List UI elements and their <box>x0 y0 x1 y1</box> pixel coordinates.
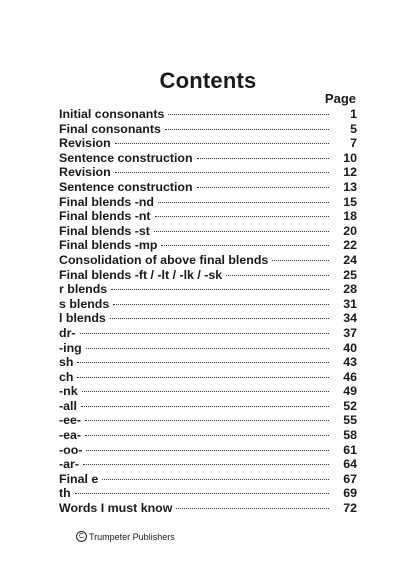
dot-leader <box>110 318 329 319</box>
publisher-name: Trumpeter Publishers <box>89 531 175 542</box>
entry-page-number: 15 <box>343 194 357 209</box>
entry-title: ch <box>59 369 74 384</box>
dot-leader <box>115 143 329 144</box>
contents-entry <box>59 209 357 224</box>
contents-list <box>59 107 357 516</box>
entry-page-number: 12 <box>343 165 357 180</box>
entry-title: -oo- <box>59 442 83 457</box>
entry-page-number: 31 <box>343 296 357 311</box>
contents-entry <box>59 151 357 166</box>
dot-leader <box>161 245 329 246</box>
entry-page-number: 18 <box>343 209 357 224</box>
copyright-icon: C <box>76 531 87 542</box>
dot-leader <box>197 187 329 188</box>
entry-page-number: 34 <box>343 311 357 326</box>
dot-leader <box>75 493 329 494</box>
entry-title: th <box>59 486 71 501</box>
entry-page-number: 1 <box>350 107 357 121</box>
contents-entry <box>59 370 357 385</box>
contents-entry <box>59 501 357 516</box>
dot-leader <box>115 172 329 173</box>
entry-title: -ee- <box>59 413 82 428</box>
dot-leader <box>86 450 329 451</box>
entry-title: -all <box>59 398 77 413</box>
dot-leader <box>81 406 329 407</box>
dot-leader <box>77 362 329 363</box>
dot-leader <box>226 275 329 276</box>
contents-entry <box>59 238 357 253</box>
contents-entry <box>59 136 357 151</box>
contents-entry <box>59 457 357 472</box>
contents-entry <box>59 326 357 341</box>
contents-entry <box>59 428 357 443</box>
entry-page-number: 72 <box>343 501 357 516</box>
entry-title: Initial consonants <box>59 107 165 121</box>
contents-entry <box>59 224 357 239</box>
entry-title: Final blends -nt <box>59 209 151 224</box>
dot-leader <box>197 158 329 159</box>
entry-title: s blends <box>59 296 110 311</box>
entry-title: sh <box>59 355 74 370</box>
dot-leader <box>86 348 329 349</box>
entry-page-number: 69 <box>343 486 357 501</box>
entry-page-number: 64 <box>343 457 357 472</box>
entry-title: Final blends -ft / -lt / -lk / -sk <box>59 267 223 282</box>
contents-entry <box>59 297 357 312</box>
contents-entry <box>59 399 357 414</box>
page-column-heading: Page <box>324 91 356 106</box>
contents-entry <box>59 486 357 501</box>
dot-leader <box>102 479 329 480</box>
dot-leader <box>77 377 329 378</box>
entry-page-number: 61 <box>343 442 357 457</box>
entry-title: -ea- <box>59 428 82 443</box>
entry-title: Final consonants <box>59 121 161 136</box>
entry-title: Sentence construction <box>59 150 193 165</box>
contents-entry <box>59 122 357 137</box>
entry-title: r blends <box>59 282 108 297</box>
entry-page-number: 67 <box>343 471 357 486</box>
dot-leader <box>168 114 329 115</box>
dot-leader <box>176 508 329 509</box>
contents-entry <box>59 472 357 487</box>
entry-page-number: 40 <box>343 340 357 355</box>
entry-page-number: 13 <box>343 179 357 194</box>
entry-page-number: 46 <box>343 369 357 384</box>
contents-entry <box>59 180 357 195</box>
entry-title: Words I must know <box>59 501 173 516</box>
contents-entry <box>59 443 357 458</box>
entry-title: Final blends -nd <box>59 194 154 209</box>
entry-title: l blends <box>59 311 106 326</box>
contents-entry <box>59 311 357 326</box>
entry-page-number: 20 <box>343 223 357 238</box>
dot-leader <box>82 391 329 392</box>
entry-page-number: 37 <box>343 325 357 340</box>
entry-title: Revision <box>59 165 111 180</box>
entry-page-number: 28 <box>343 282 357 297</box>
entry-page-number: 5 <box>350 121 357 136</box>
dot-leader <box>158 202 329 203</box>
dot-leader <box>80 333 329 334</box>
entry-title: dr- <box>59 325 76 340</box>
dot-leader <box>85 435 329 436</box>
page-title: Contents <box>159 68 257 93</box>
dot-leader <box>154 231 329 232</box>
entry-page-number: 58 <box>343 428 357 443</box>
dot-leader <box>85 420 329 421</box>
entry-title: Final blends -st <box>59 223 150 238</box>
dot-leader <box>272 260 329 261</box>
contents-entry <box>59 253 357 268</box>
entry-title: Consolidation of above final blends <box>59 252 269 267</box>
dot-leader <box>83 464 329 465</box>
entry-page-number: 43 <box>343 355 357 370</box>
contents-entry <box>59 107 357 122</box>
contents-entry <box>59 341 357 356</box>
entry-page-number: 24 <box>343 252 357 267</box>
contents-entry <box>59 165 357 180</box>
entry-title: -ing <box>59 340 82 355</box>
contents-entry <box>59 355 357 370</box>
entry-title: -nk <box>59 384 78 399</box>
entry-title: Sentence construction <box>59 179 193 194</box>
contents-entry <box>59 282 357 297</box>
entry-title: -ar- <box>59 457 79 472</box>
entry-page-number: 55 <box>343 413 357 428</box>
dot-leader <box>165 129 329 130</box>
entry-title: Revision <box>59 136 111 151</box>
entry-page-number: 7 <box>350 136 357 151</box>
entry-title: Final blends -mp <box>59 238 158 253</box>
entry-title: Final e <box>59 471 99 486</box>
contents-entry <box>59 384 357 399</box>
contents-entry <box>59 268 357 283</box>
contents-entry <box>59 195 357 210</box>
contents-entry <box>59 413 357 428</box>
entry-page-number: 10 <box>343 150 357 165</box>
entry-page-number: 25 <box>343 267 357 282</box>
dot-leader <box>155 216 329 217</box>
entry-page-number: 52 <box>343 398 357 413</box>
dot-leader <box>111 289 329 290</box>
footer <box>76 531 175 542</box>
dot-leader <box>113 304 329 305</box>
entry-page-number: 49 <box>343 384 357 399</box>
entry-page-number: 22 <box>343 238 357 253</box>
